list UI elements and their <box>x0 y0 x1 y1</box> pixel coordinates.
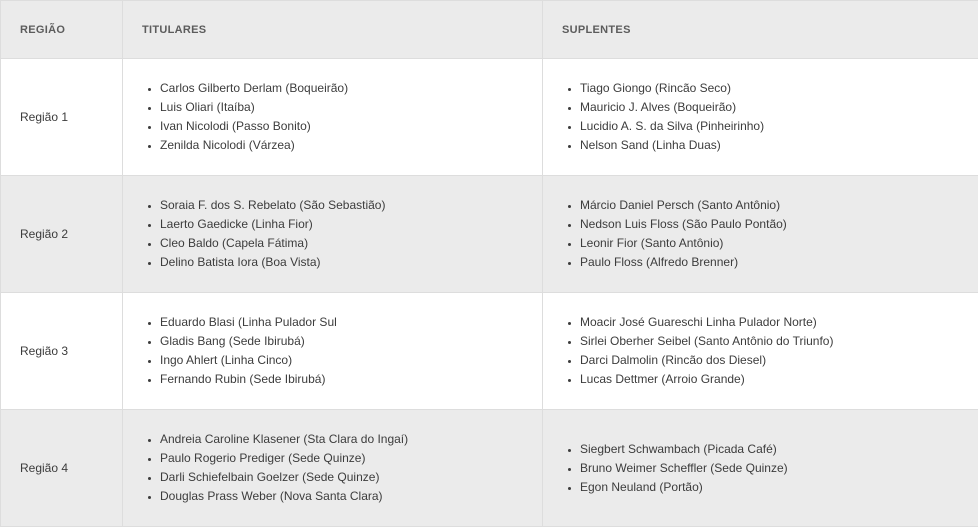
suplentes-cell <box>543 410 978 527</box>
suplentes-cell <box>543 59 978 176</box>
table-row <box>1 410 978 527</box>
list-item: • Darci Dalmolin (Rincão dos Diesel) <box>580 351 978 370</box>
header-suplentes: SUPLENTES <box>543 1 978 59</box>
list-item: • Sirlei Oberher Seibel (Santo Antônio do Triunfo) <box>580 332 978 351</box>
region-name: Região 2 <box>1 176 123 293</box>
list-item: • Luis Oliari (Itaíba) <box>160 98 542 117</box>
list-item: • Carlos Gilberto Derlam (Boqueirão) <box>160 79 542 98</box>
list-item: • Soraia F. dos S. Rebelato (São Sebastião) <box>160 196 542 215</box>
list-item: • Paulo Floss (Alfredo Brenner) <box>580 253 978 272</box>
list-item: • Ivan Nicolodi (Passo Bonito) <box>160 117 542 136</box>
suplentes-list <box>562 79 978 155</box>
list-item: • Douglas Prass Weber (Nova Santa Clara) <box>160 487 542 506</box>
titulares-cell <box>123 410 543 527</box>
header-titulares: TITULARES <box>123 1 543 59</box>
titulares-list <box>142 313 542 389</box>
titulares-list <box>142 196 542 272</box>
suplentes-cell <box>543 176 978 293</box>
list-item: • Gladis Bang (Sede Ibirubá) <box>160 332 542 351</box>
table-row <box>1 59 978 176</box>
titulares-cell <box>123 59 543 176</box>
list-item: • Eduardo Blasi (Linha Pulador Sul <box>160 313 542 332</box>
table-header <box>1 1 978 59</box>
list-item: • Ingo Ahlert (Linha Cinco) <box>160 351 542 370</box>
list-item: • Bruno Weimer Scheffler (Sede Quinze) <box>580 459 978 478</box>
header-region: REGIÃO <box>1 1 123 59</box>
table-row <box>1 293 978 410</box>
suplentes-list <box>562 196 978 272</box>
list-item: • Darli Schiefelbain Goelzer (Sede Quinze) <box>160 468 542 487</box>
titulares-cell <box>123 176 543 293</box>
region-name: Região 3 <box>1 293 123 410</box>
titulares-list <box>142 79 542 155</box>
region-name: Região 4 <box>1 410 123 527</box>
list-item: • Andreia Caroline Klasener (Sta Clara do Ingaí) <box>160 430 542 449</box>
titulares-cell <box>123 293 543 410</box>
list-item: • Paulo Rogerio Prediger (Sede Quinze) <box>160 449 542 468</box>
list-item: • Cleo Baldo (Capela Fátima) <box>160 234 542 253</box>
suplentes-cell <box>543 293 978 410</box>
list-item: • Lucas Dettmer (Arroio Grande) <box>580 370 978 389</box>
list-item: • Nedson Luis Floss (São Paulo Pontão) <box>580 215 978 234</box>
table-body <box>1 59 978 527</box>
list-item: • Lucidio A. S. da Silva (Pinheirinho) <box>580 117 978 136</box>
list-item: • Fernando Rubin (Sede Ibirubá) <box>160 370 542 389</box>
list-item: • Márcio Daniel Persch (Santo Antônio) <box>580 196 978 215</box>
list-item: • Zenilda Nicolodi (Várzea) <box>160 136 542 155</box>
list-item: • Egon Neuland (Portão) <box>580 478 978 497</box>
header-row <box>1 1 978 59</box>
list-item: • Nelson Sand (Linha Duas) <box>580 136 978 155</box>
list-item: • Laerto Gaedicke (Linha Fior) <box>160 215 542 234</box>
list-item: • Mauricio J. Alves (Boqueirão) <box>580 98 978 117</box>
list-item: • Tiago Giongo (Rincão Seco) <box>580 79 978 98</box>
list-item: • Moacir José Guareschi Linha Pulador Norte) <box>580 313 978 332</box>
titulares-list <box>142 430 542 506</box>
region-name: Região 1 <box>1 59 123 176</box>
suplentes-list <box>562 440 978 497</box>
list-item: • Delino Batista Iora (Boa Vista) <box>160 253 542 272</box>
suplentes-list <box>562 313 978 389</box>
list-item: • Siegbert Schwambach (Picada Café) <box>580 440 978 459</box>
table-row <box>1 176 978 293</box>
list-item: • Leonir Fior (Santo Antônio) <box>580 234 978 253</box>
